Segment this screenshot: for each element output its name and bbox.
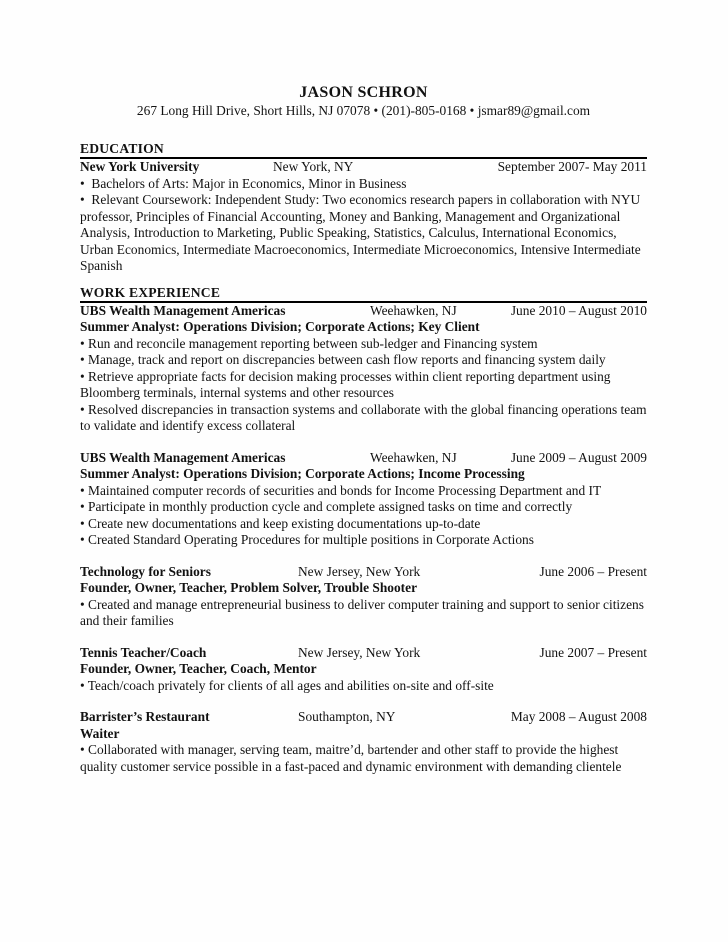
job-role: Waiter: [80, 725, 120, 741]
education-bullet: • Bachelors of Arts: Major in Economics, Minor in Business: [80, 175, 407, 191]
job-entry: [80, 302, 650, 435]
spacer: [80, 549, 647, 564]
job-bullet: • Retrieve appropriate facts for decision making processes within client reporting department using Bloomberg terminals, internal systems and other resources: [80, 368, 614, 400]
job-header-row: [80, 564, 647, 581]
job-entry: [80, 564, 647, 630]
spacer: [80, 694, 647, 709]
job-bullet: • Created and manage entrepreneurial business to deliver computer training and support to senior citizens and their families: [80, 596, 648, 628]
spacer: [80, 435, 647, 450]
education-bullet: • Relevant Coursework: Independent Study: Two economics research papers in collaboration with NYU professor, Principles of Financial Accounting, Money and Banking, Management and Organizational Analysis, Introduction to Marketing, Public Speaking, Statistics, Calculus, International Economics, Urban Economics, Intermediate Macroeconomics, Intermediate Microeconomics, Intensive Intermediate Spanish: [80, 192, 645, 273]
contact-line: 267 Long Hill Drive, Short Hills, NJ 07078 • (201)-805-0168 • jsmar89@gmail.com: [136, 103, 591, 118]
job-location: Weehawken, NJ: [370, 302, 457, 318]
work-experience-heading: WORK EXPERIENCE: [80, 285, 647, 303]
company-name: Barrister’s Restaurant: [80, 709, 210, 724]
job-role: Founder, Owner, Teacher, Problem Solver, Trouble Shooter: [80, 580, 418, 595]
resume-name: JASON SCHRON: [299, 84, 428, 101]
job-entry: [80, 645, 647, 695]
job-dates: June 2010 – August 2010: [510, 302, 647, 318]
job-entry: [80, 709, 647, 775]
company-name: Technology for Seniors: [80, 563, 211, 579]
job-bullet: • Resolved discrepancies in transaction systems and collaborate with the global financing operations team to validate and identify excess collateral: [80, 401, 650, 433]
job-header-row: [80, 645, 647, 662]
school-location: New York, NY: [273, 159, 354, 174]
job-header-row: [80, 303, 647, 320]
job-role: Founder, Owner, Teacher, Coach, Mentor: [80, 661, 317, 676]
job-location: Weehawken, NJ: [370, 449, 457, 465]
job-bullet: • Create new documentations and keep existing documentations up-to-date: [80, 515, 481, 531]
job-location: Southampton, NY: [298, 709, 396, 724]
school-name: New York University: [80, 159, 200, 174]
company-name: UBS Wealth Management Americas: [80, 449, 286, 465]
education-header-row: [80, 159, 647, 176]
spacer: [80, 275, 647, 285]
job-dates: June 2009 – August 2009: [510, 449, 647, 465]
company-name: Tennis Teacher/Coach: [80, 644, 207, 660]
education-heading: EDUCATION: [80, 141, 647, 159]
job-bullet: • Run and reconcile management reporting between sub-ledger and Financing system: [80, 335, 538, 351]
job-location: New Jersey, New York: [298, 644, 421, 660]
job-dates: June 2007 – Present: [539, 644, 647, 660]
job-entry: [80, 450, 647, 549]
job-location: New Jersey, New York: [298, 563, 421, 579]
job-bullet: • Collaborated with manager, serving team, maitre’d, bartender and other staff to provide the highest quality customer service possible in a fast-paced and dynamic environment with demanding clientele: [80, 742, 622, 774]
job-bullet: • Teach/coach privately for clients of all ages and abilities on-site and off-site: [80, 677, 494, 693]
education-dates: September 2007- May 2011: [497, 159, 647, 174]
job-dates: June 2006 – Present: [539, 563, 647, 579]
job-bullet: • Participate in monthly production cycle and complete assigned tasks on time and correctly: [80, 499, 573, 514]
job-role: Summer Analyst: Operations Division; Corporate Actions; Key Client: [80, 319, 480, 334]
job-bullet: • Maintained computer records of securities and bonds for Income Processing Department and IT: [80, 482, 602, 498]
job-header-row: [80, 450, 647, 467]
job-bullet: • Created Standard Operating Procedures for multiple positions in Corporate Actions: [80, 532, 534, 547]
job-bullet: • Manage, track and report on discrepancies between cash flow reports and financing system daily: [80, 352, 606, 367]
job-role: Summer Analyst: Operations Division; Corporate Actions; Income Processing: [80, 466, 525, 481]
spacer: [80, 630, 647, 645]
company-name: UBS Wealth Management Americas: [80, 302, 286, 318]
resume-content: [80, 84, 650, 775]
job-header-row: [80, 709, 647, 726]
spacer: [80, 119, 647, 141]
job-dates: May 2008 – August 2008: [510, 709, 647, 724]
